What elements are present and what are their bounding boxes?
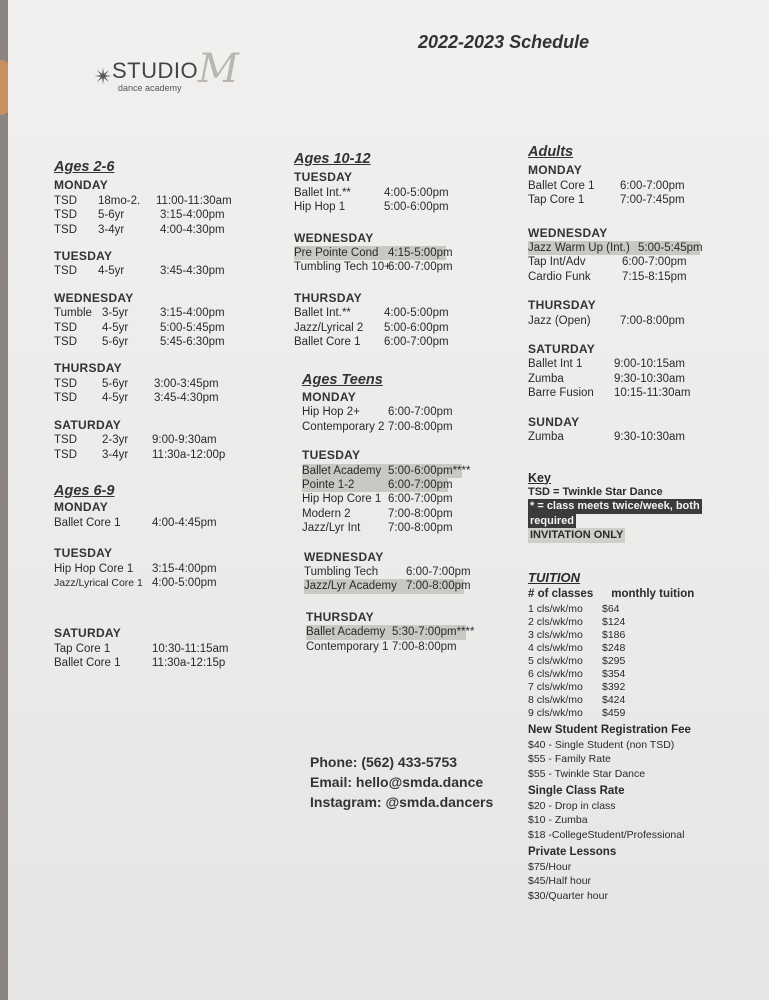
day-heading: SATURDAY — [54, 417, 122, 432]
day-heading: THURSDAY — [294, 290, 362, 305]
class-row: Barre Fusion 10:15-11:30am — [528, 387, 691, 400]
class-row: TSD 2-3yr 9:00-9:30am — [54, 434, 217, 447]
column-kids — [54, 160, 274, 671]
tuition-row: 3 cls/wk/mo $186 — [528, 629, 626, 642]
class-row: Tumble 3-5yr 3:15-4:00pm — [54, 307, 225, 320]
key-title: Key — [528, 470, 551, 485]
tuition-header — [528, 587, 728, 601]
single-class-title: Single Class Rate — [528, 785, 625, 798]
day-heading: WEDNESDAY — [304, 549, 384, 564]
contact-email: Email: hello@smda.dance — [310, 774, 484, 790]
day-heading: THURSDAY — [306, 609, 374, 624]
class-row: Jazz/Lyr Academy 7:00-8:00pm — [304, 580, 471, 593]
section-ages-2-6: Ages 2-6 — [54, 159, 115, 175]
class-row: Hip Hop Core 1 6:00-7:00pm — [302, 493, 453, 506]
class-row: Ballet Core 1 6:00-7:00pm — [294, 336, 449, 349]
class-row: Zumba 9:30-10:30am — [528, 372, 685, 385]
key-line-invitation: INVITATION ONLY — [530, 529, 624, 542]
contact-instagram: Instagram: @smda.dancers — [310, 794, 494, 810]
class-row: Ballet Core 1 6:00-7:00pm — [528, 179, 685, 192]
class-row: Zumba 9:30-10:30am — [528, 431, 685, 444]
key-line-required: required — [530, 514, 575, 527]
class-row: Jazz (Open) 7:00-8:00pm — [528, 314, 685, 327]
class-row: Jazz/Lyrical 2 5:00-6:00pm — [294, 321, 449, 334]
class-row: Tap Core 1 10:30-11:15am — [54, 642, 229, 655]
class-row: Hip Hop Core 1 3:15-4:00pm — [54, 562, 217, 575]
tuition-row: 1 cls/wk/mo $64 — [528, 603, 620, 616]
day-heading: SATURDAY — [54, 626, 122, 641]
class-row: Ballet Core 1 4:00-4:45pm — [54, 516, 217, 529]
tuition-row: 2 cls/wk/mo $124 — [528, 616, 626, 629]
day-heading: WEDNESDAY — [528, 225, 608, 240]
class-row: TSD 4-5yr 5:00-5:45pm — [54, 321, 225, 334]
logo-brand-mark: M — [198, 46, 239, 92]
private-lessons-item: $75/Hour — [528, 860, 572, 873]
class-row: Ballet Core 1 11:30a-12:15p — [54, 657, 226, 670]
section-ages-6-9: Ages 6-9 — [54, 482, 115, 499]
class-row: Pointe 1-2 6:00-7:00pm — [302, 478, 453, 491]
class-row: Jazz/Lyrical Core 1 4:00-5:00pm — [54, 576, 217, 589]
class-row: Ballet Int.** 4:00-5:00pm — [294, 307, 449, 320]
section-ages-10-12: Ages 10-12 — [294, 151, 371, 167]
class-row: Tumbling Tech 6:00-7:00pm — [304, 565, 471, 578]
registration-fee-item: $55 - Family Rate — [528, 753, 611, 766]
day-heading: WEDNESDAY — [294, 230, 374, 245]
tuition-title: TUITION — [528, 569, 580, 585]
section-adults: Adults — [528, 144, 574, 160]
class-row: Ballet Int 1 9:00-10:15am — [528, 358, 685, 371]
class-row: Contemporary 1 7:00-8:00pm — [306, 640, 457, 653]
tuition-row: 8 cls/wk/mo $424 — [528, 694, 626, 707]
class-row: TSD 4-5yr 3:45-4:30pm — [54, 265, 225, 278]
contact-phone: Phone: (562) 433-5753 — [310, 754, 458, 770]
class-row: Tap Core 1 7:00-7:45pm — [528, 194, 685, 207]
day-heading: TUESDAY — [294, 170, 353, 185]
class-row: TSD 18mo-2. 11:00-11:30am — [54, 194, 232, 207]
class-row: Ballet Academy 5:00-6:00pm**** — [302, 464, 471, 477]
column-preteen-teen — [294, 152, 504, 654]
single-class-item: $20 - Drop in class — [528, 799, 616, 812]
column-adults — [528, 145, 728, 903]
class-row: Hip Hop 2+ 6:00-7:00pm — [302, 406, 453, 419]
private-lessons-title: Private Lessons — [528, 846, 617, 859]
day-heading: SATURDAY — [528, 342, 596, 357]
class-row: Ballet Int.** 4:00-5:00pm — [294, 186, 449, 199]
day-heading: THURSDAY — [528, 298, 596, 313]
tuition-col-monthly: monthly tuition — [611, 587, 695, 600]
class-row: Tumbling Tech 10+ 6:00-7:00pm — [294, 261, 453, 274]
class-row: Jazz Warm Up (Int.) 5:00-5:45pm — [528, 242, 703, 255]
section-ages-teens: Ages Teens — [302, 372, 383, 389]
day-heading: MONDAY — [54, 500, 109, 515]
contact-info — [310, 752, 493, 812]
day-heading: TUESDAY — [54, 249, 113, 264]
tuition-section — [528, 571, 728, 904]
class-row: Contemporary 2 7:00-8:00pm — [302, 420, 453, 433]
studio-logo — [90, 46, 240, 100]
day-heading: TUESDAY — [54, 546, 113, 561]
tuition-row: 4 cls/wk/mo $248 — [528, 642, 626, 655]
class-row: TSD 5-6yr 5:45-6:30pm — [54, 336, 225, 349]
page-title: 2022-2023 Schedule — [418, 32, 590, 52]
day-heading: THURSDAY — [54, 361, 122, 376]
day-heading: TUESDAY — [302, 448, 361, 463]
class-row: Modern 2 7:00-8:00pm — [302, 507, 453, 520]
class-row: TSD 3-4yr 4:00-4:30pm — [54, 223, 225, 236]
day-heading: MONDAY — [54, 178, 109, 193]
schedule-sheet — [8, 0, 769, 1000]
class-row: TSD 3-4yr 11:30a-12:00p — [54, 448, 226, 461]
private-lessons-item: $30/Quarter hour — [528, 889, 608, 902]
class-row: Tap Int/Adv 6:00-7:00pm — [528, 256, 687, 269]
key-legend — [528, 471, 728, 543]
private-lessons-item: $45/Half hour — [528, 875, 592, 888]
single-class-item: $10 - Zumba — [528, 814, 588, 827]
tuition-row: 6 cls/wk/mo $354 — [528, 668, 626, 681]
class-row: TSD 5-6yr 3:00-3:45pm — [54, 377, 219, 390]
day-heading: MONDAY — [302, 389, 357, 404]
single-class-item: $18 -CollegeStudent/Professional — [528, 828, 685, 841]
class-row: Pre Pointe Cond 4:15-5:00pm — [294, 247, 453, 260]
class-row: Ballet Academy 5:30-7:00pm**** — [306, 626, 475, 639]
key-line-twice: * = class meets twice/week, both — [530, 500, 700, 513]
dancer-icon: ✴ — [94, 64, 113, 89]
class-row: Cardio Funk 7:15-8:15pm — [528, 270, 687, 283]
day-heading: MONDAY — [528, 163, 583, 178]
class-row: TSD 4-5yr 3:45-4:30pm — [54, 392, 219, 405]
registration-fee-item: $40 - Single Student (non TSD) — [528, 738, 675, 751]
tuition-col-classes: # of classes — [528, 587, 594, 600]
day-heading: SUNDAY — [528, 414, 580, 429]
registration-fee-title: New Student Registration Fee — [528, 724, 691, 737]
class-row: TSD 5-6yr 3:15-4:00pm — [54, 209, 225, 222]
logo-brand: STUDIO — [112, 58, 199, 83]
class-row: Jazz/Lyr Int 7:00-8:00pm — [302, 522, 453, 535]
logo-tagline: dance academy — [118, 83, 182, 93]
class-row: Hip Hop 1 5:00-6:00pm — [294, 201, 449, 214]
tuition-row: 5 cls/wk/mo $295 — [528, 655, 626, 668]
tuition-row: 7 cls/wk/mo $392 — [528, 681, 626, 694]
tuition-row: 9 cls/wk/mo $459 — [528, 707, 626, 720]
key-line-tsd: TSD = Twinkle Star Dance — [528, 485, 663, 498]
registration-fee-item: $55 - Twinkle Star Dance — [528, 767, 646, 780]
day-heading: WEDNESDAY — [54, 290, 134, 305]
